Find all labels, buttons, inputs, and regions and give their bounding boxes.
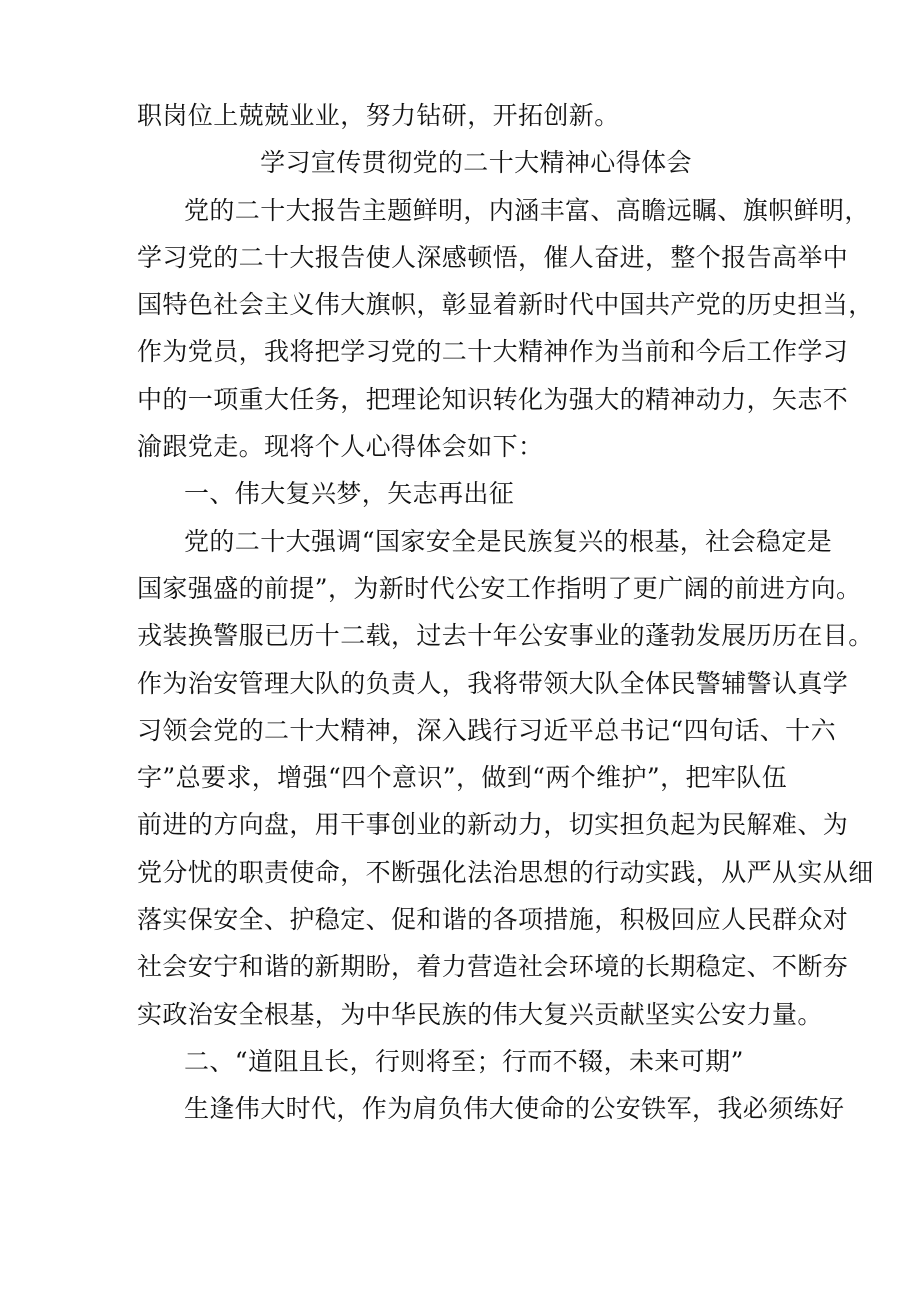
section-2-heading: 二、“道阻且长，行则将至；行而不辍，未来可期” xyxy=(184,1046,744,1076)
section-1-line: 习领会党的二十大精神，深入践行习近平总书记“四句话、十六 xyxy=(137,715,836,745)
section-2-line: 生逢伟大时代，作为肩负伟大使命的公安铁军，我必须练好 xyxy=(184,1094,845,1124)
intro-line: 国特色社会主义伟大旗帜，彰显着新时代中国共产党的历史担当， xyxy=(137,290,874,320)
intro-line: 作为党员，我将把学习党的二十大精神作为当前和今后工作学习 xyxy=(137,337,849,367)
intro-line: 中的一项重大任务，把理论知识转化为强大的精神动力，矢志不 xyxy=(137,384,849,414)
section-1-line: 实政治安全根基，为中华民族的伟大复兴贡献坚实公安力量。 xyxy=(137,999,823,1029)
section-1-line: 前进的方向盘，用干事创业的新动力，切实担负起为民解难、为 xyxy=(137,810,849,840)
carry-over-line: 职岗位上兢兢业业，努力钻研，开拓创新。 xyxy=(137,101,620,130)
section-1-heading: 一、伟大复兴梦，矢志再出征 xyxy=(184,479,515,509)
intro-line: 渝跟党走。现将个人心得体会如下： xyxy=(137,432,544,462)
section-1-line: 字”总要求，增强“四个意识”，做到“两个维护”，把牢队伍 xyxy=(137,763,788,793)
intro-line: 学习党的二十大报告使人深感顿悟，催人奋进，整个报告高举中 xyxy=(137,242,849,272)
section-1-line: 落实保安全、护稳定、促和谐的各项措施，积极回应人民群众对 xyxy=(137,905,849,935)
section-1-line: 戎装换警服已历十二载，过去十年公安事业的蓬勃发展历历在目。 xyxy=(137,621,874,651)
section-1-line: 党分忧的职责使命，不断强化法治思想的行动实践，从严从实从细 xyxy=(137,857,874,887)
section-1-line: 社会安宁和谐的新期盼，着力营造社会环境的长期稳定、不断夯 xyxy=(137,952,849,982)
document-body xyxy=(137,92,874,1133)
document-title: 学习宣传贯彻党的二十大精神心得体会 xyxy=(260,148,692,178)
section-1-line: 作为治安管理大队的负责人，我将带领大队全体民警辅警认真学 xyxy=(137,668,849,698)
intro-line: 党的二十大报告主题鲜明，内涵丰富、高瞻远瞩、旗帜鲜明， xyxy=(184,195,870,225)
section-1-line: 国家强盛的前提”，为新时代公安工作指明了更广阔的前进方向。 xyxy=(137,573,862,603)
section-1-line: 党的二十大强调“国家安全是民族复兴的根基，社会稳定是 xyxy=(184,526,833,556)
